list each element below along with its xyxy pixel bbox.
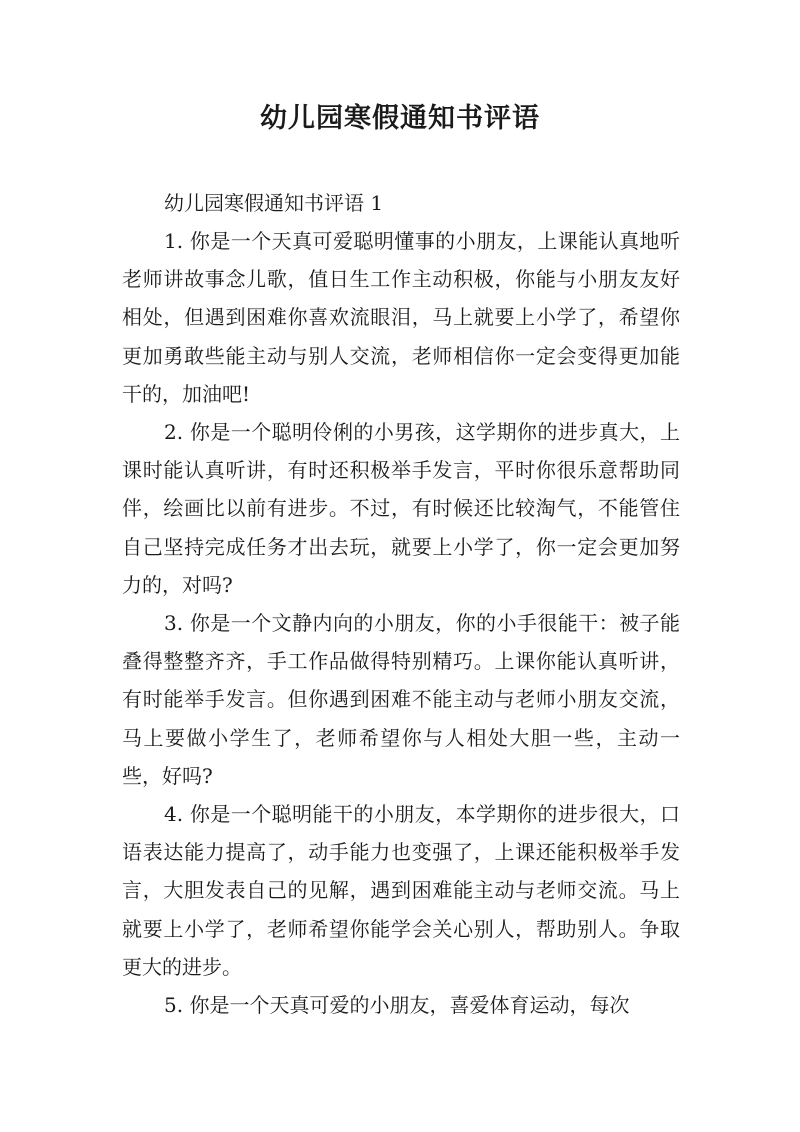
document-body bbox=[122, 184, 680, 1024]
paragraph-2: 2. 你是一个聪明伶俐的小男孩，这学期你的进步真大，上课时能认真听讲，有时还积极举手发言，平时你很乐意帮助同伴，绘画比以前有进步。不过，有时候还比较淘气，不能管住自己坚持完成任务才出去玩，就要上小学了，你一定会更加努力的，对吗? bbox=[122, 420, 680, 597]
section-subtitle: 幼儿园寒假通知书评语 1 bbox=[164, 191, 384, 215]
paragraph-4: 4. 你是一个聪明能干的小朋友，本学期你的进步很大，口语表达能力提高了，动手能力也变强了，上课还能积极举手发言，大胆发表自己的见解，遇到困难能主动与老师交流。马上就要上小学了，老师希望你能学会关心别人，帮助别人。争取更大的进步。 bbox=[122, 802, 680, 979]
paragraph-3: 3. 你是一个文静内向的小朋友，你的小手很能干：被子能叠得整整齐齐，手工作品做得特别精巧。上课你能认真听讲，有时能举手发言。但你遇到困难不能主动与老师小朋友交流，马上要做小学生了，老师希望你与人相处大胆一些，主动一些，好吗? bbox=[122, 611, 680, 788]
paragraph-1: 1. 你是一个天真可爱聪明懂事的小朋友，上课能认真地听老师讲故事念儿歌，值日生工作主动积极，你能与小朋友友好相处，但遇到困难你喜欢流眼泪，马上就要上小学了，希望你更加勇敢些能主动与别人交流，老师相信你一定会变得更加能干的，加油吧! bbox=[122, 229, 680, 406]
paragraph-5: 5. 你是一个天真可爱的小朋友，喜爱体育运动，每次 bbox=[164, 993, 630, 1018]
document-title: 幼儿园寒假通知书评语 bbox=[260, 103, 540, 134]
